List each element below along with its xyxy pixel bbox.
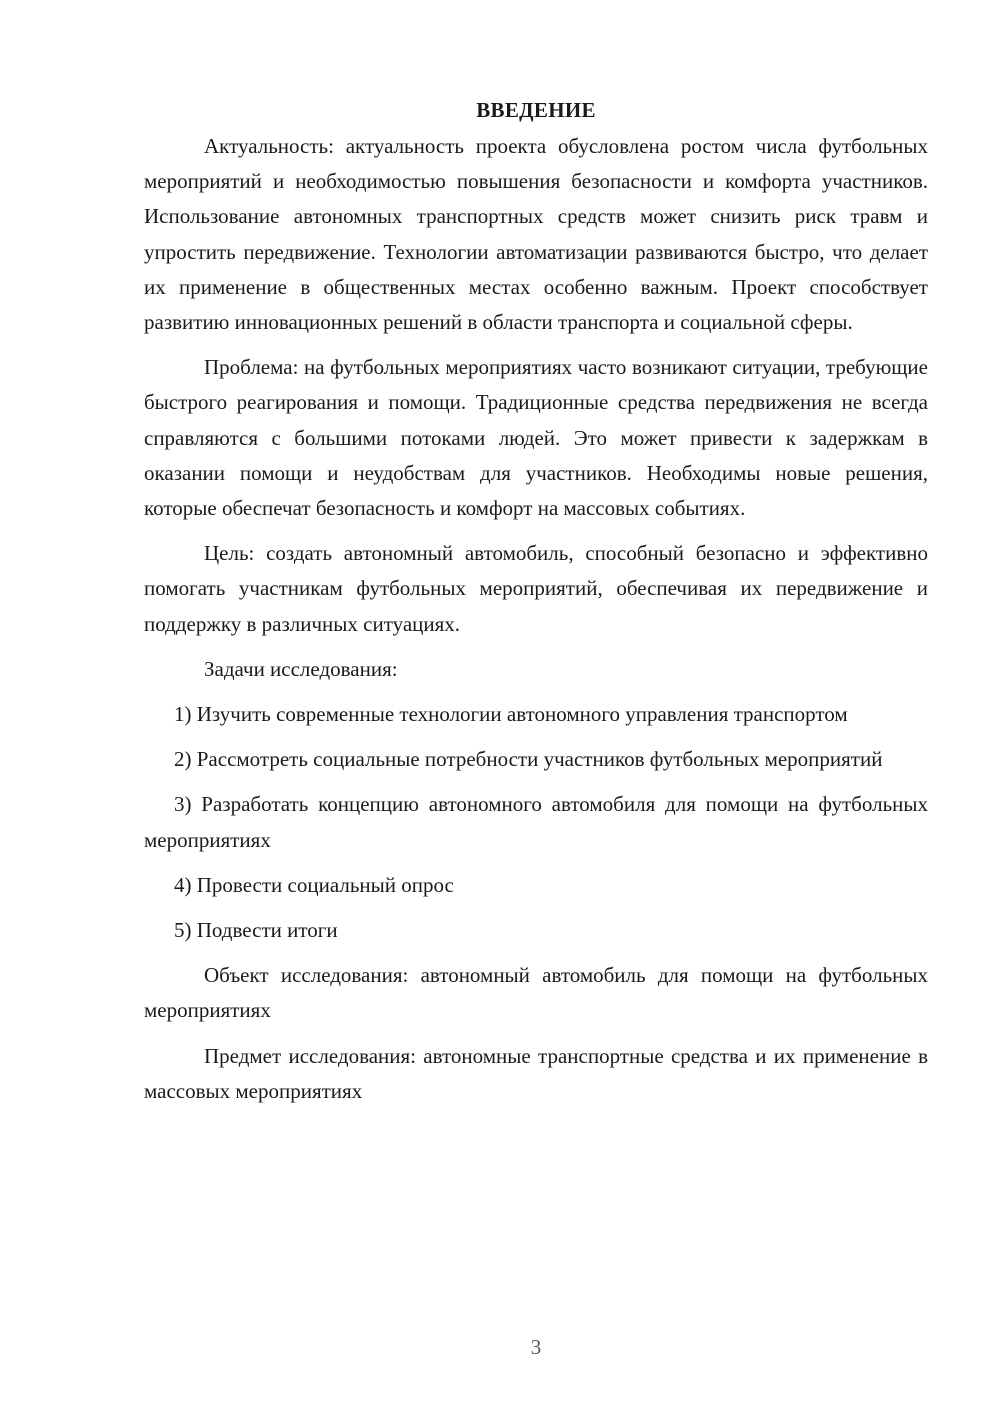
task-item: 1) Изучить современные технологии автономного управления транспортом: [174, 702, 848, 727]
page-title: ВВЕДЕНИЕ: [476, 98, 596, 122]
task-item: 3) Разработать концепцию автономного автомобиля для помощи на футбольных мероприятиях: [144, 792, 928, 852]
page-number: 3: [530, 1335, 542, 1359]
relevance-paragraph: Актуальность: актуальность проекта обусловлена ростом числа футбольных мероприятий и необходимостью повышения безопасности и комфорта участников. Использование автономных транспортных средств может снизить риск травм и упростить передвижение. Технологии автоматизации развиваются быстро, что делает их применение в общественных местах особенно важным. Проект способствует развитию инновационных решений в области транспорта и социальной сферы.: [144, 134, 928, 335]
subject-paragraph: Предмет исследования: автономные транспортные средства и их применение в массовых мероприятиях: [144, 1043, 928, 1103]
tasks-heading: Задачи исследования:: [204, 656, 398, 681]
problem-paragraph: Проблема: на футбольных мероприятиях часто возникают ситуации, требующие быстрого реагирования и помощи. Традиционные средства передвижения не всегда справляются с большими потоками людей. Это может привести к задержкам в оказании помощи и неудобствам для участников. Необходимы новые решения, которые обеспечат безопасность и комфорт на массовых событиях.: [144, 355, 928, 521]
task-item: 2) Рассмотреть социальные потребности участников футбольных мероприятий: [174, 747, 883, 772]
page-content: [144, 95, 928, 1119]
task-item: 4) Провести социальный опрос: [174, 872, 454, 897]
tasks-list: [144, 697, 928, 948]
task-item: 5) Подвести итоги: [174, 918, 338, 943]
goal-paragraph: Цель: создать автономный автомобиль, способный безопасно и эффективно помогать участникам футбольных мероприятий, обеспечивая их передвижение и поддержку в различных ситуациях.: [144, 541, 928, 636]
object-paragraph: Объект исследования: автономный автомобиль для помощи на футбольных мероприятиях: [144, 963, 928, 1023]
